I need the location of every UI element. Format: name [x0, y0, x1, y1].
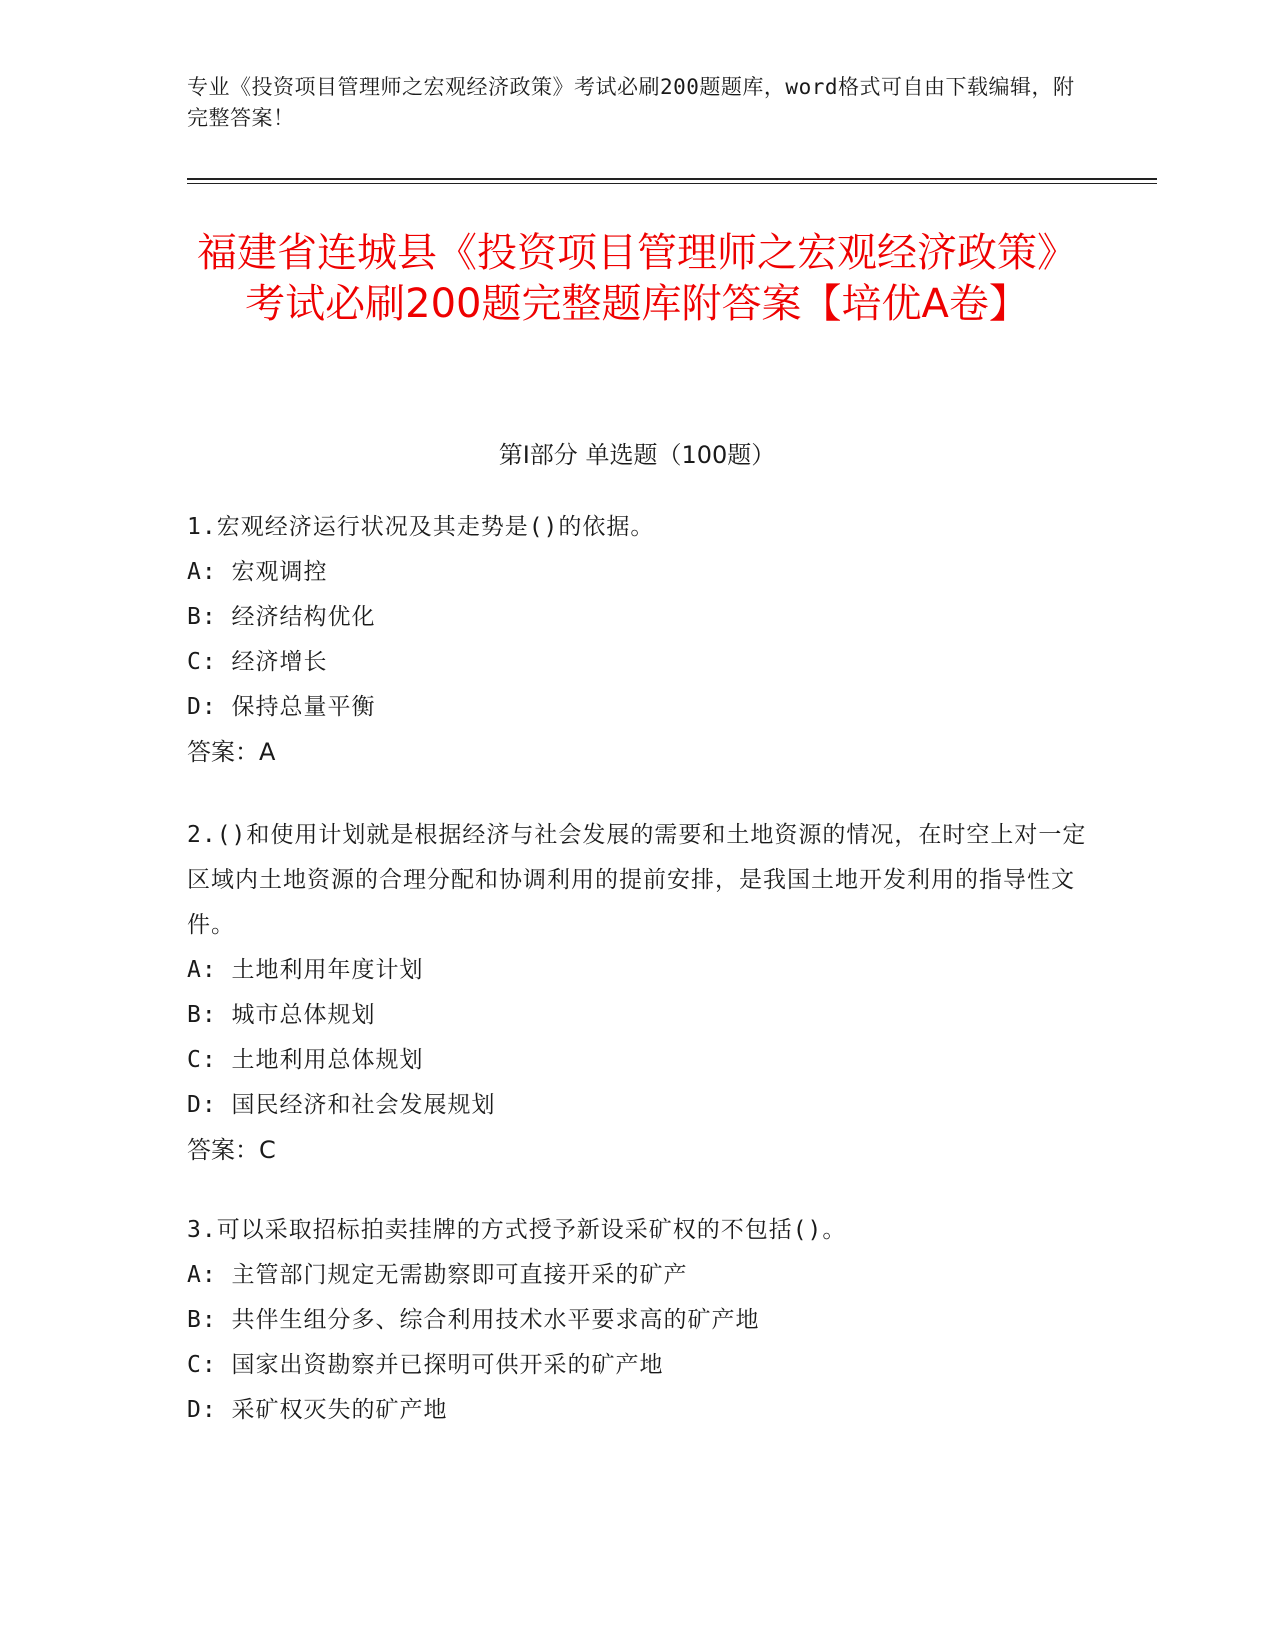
header-divider-thick: [187, 178, 1157, 180]
question-1: [187, 505, 1087, 775]
option-a: A: 主管部门规定无需勘察即可直接开采的矿产: [187, 1262, 688, 1288]
option-b: B: 城市总体规划: [187, 1002, 376, 1028]
option-c: C: 经济增长: [187, 649, 328, 675]
option-c: C: 国家出资勘察并已探明可供开采的矿产地: [187, 1352, 664, 1378]
answer: 答案：A: [187, 738, 276, 766]
option-b: B: 共伴生组分多、综合利用技术水平要求高的矿产地: [187, 1307, 760, 1333]
option-c: C: 土地利用总体规划: [187, 1047, 424, 1073]
section-heading: 第I部分 单选题（100题）: [498, 441, 776, 469]
option-d: D: 保持总量平衡: [187, 694, 376, 720]
question-stem: 3.可以采取招标拍卖挂牌的方式授予新设采矿权的不包括()。: [187, 1217, 847, 1243]
question-stem: 2.()和使用计划就是根据经济与社会发展的需要和土地资源的情况，在时空上对一定区域内土地资源的合理分配和协调利用的提前安排，是我国土地开发利用的指导性文件。: [187, 822, 1087, 938]
document-title: 福建省连城县《投资项目管理师之宏观经济政策》考试必刷200题完整题库附答案【培优A卷】: [197, 230, 1077, 327]
question-3: [187, 1208, 1087, 1433]
header-note: 专业《投资项目管理师之宏观经济政策》考试必刷200题题库，word格式可自由下载编辑，附完整答案！: [187, 75, 1075, 130]
question-stem: 1.宏观经济运行状况及其走势是()的依据。: [187, 514, 655, 540]
question-2: [187, 813, 1087, 1173]
option-a: A: 土地利用年度计划: [187, 957, 424, 983]
option-d: D: 国民经济和社会发展规划: [187, 1092, 496, 1118]
header-divider-thin: [187, 183, 1157, 184]
option-a: A: 宏观调控: [187, 559, 328, 585]
option-b: B: 经济结构优化: [187, 604, 376, 630]
answer: 答案：C: [187, 1136, 276, 1164]
option-d: D: 采矿权灭失的矿产地: [187, 1397, 448, 1423]
